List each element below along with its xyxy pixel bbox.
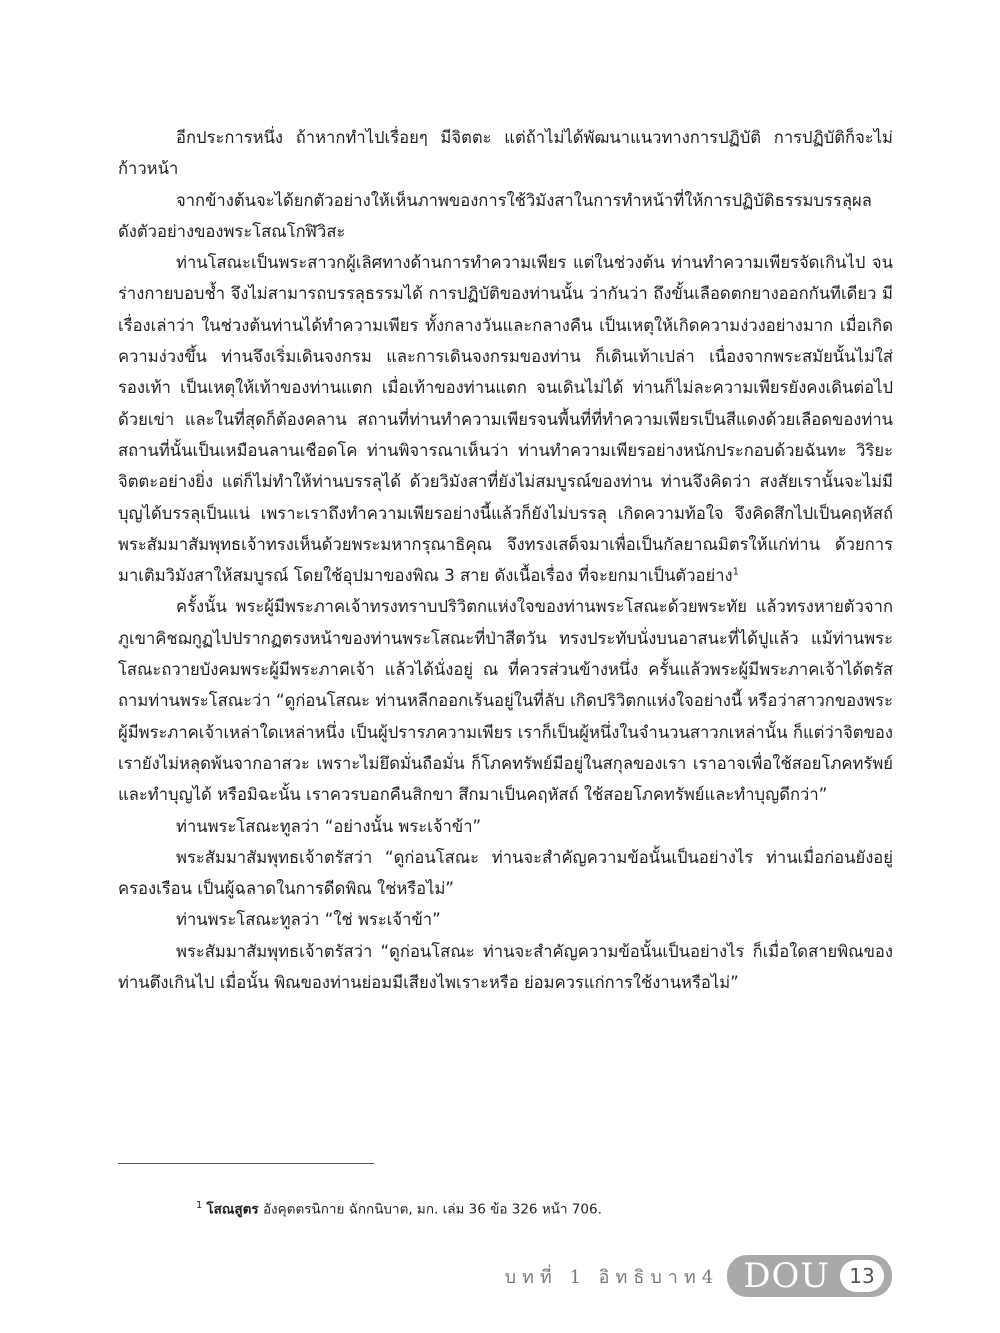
paragraph-1: อีกประการหนึ่ง ถ้าหากทำไปเรื่อยๆ มีจิตตะ แต่ถ้าไม่ได้พัฒนาแนวทางการปฏิบัติ การปฏิบัติก็จะไม่ก้าวหน้า	[118, 128, 893, 179]
paragraph-8: พระสัมมาสัมพุทธเจ้าตรัสว่า “ดูก่อนโสณะ ท่านจะสำคัญความข้อนั้นเป็นอย่างไร ก็เมื่อใดสายพิณของท่านตึงเกินไป เมื่อนั้น พิณของท่านย่อมมีเสียงไพเราะหรือ ย่อมควรแก่การใช้งานหรือไม่”	[118, 941, 893, 993]
dou-logo: DOU	[743, 1256, 830, 1296]
footnote-title: โสณสูตร	[206, 1201, 259, 1218]
paragraph-6: พระสัมมาสัมพุทธเจ้าตรัสว่า “ดูก่อนโสณะ ท่านจะสำคัญความข้อนั้นเป็นอย่างไร ท่านเมื่อก่อนยังอยู่ครองเรือน เป็นผู้ฉลาดในการดีดพิณ ใช่หรือไม่”	[118, 847, 893, 899]
chapter-title: บทที่ 1 อิทธิบาท4	[504, 1266, 720, 1288]
paragraph-3-text: ท่านโสณะเป็นพระสาวกผู้เลิศทางด้านการทำความเพียร แต่ในช่วงต้น ท่านทำความเพียรจัดเกินไป จนร่างกายบอบช้ำ จึงไม่สามารถบรรลุธรรมได้ การปฏิบัติของท่านนั้น ว่ากันว่า ถึงขั้นเลือดตกยางออกกันทีเดียว มีเรื่องเล่าว่า ในช่วงต้นท่านได้ทำความเพียร ทั้งกลางวันและกลางคืน เป็นเหตุให้เกิดความง่วงอย่างมาก เมื่อเกิดความง่วงขึ้น ท่านจึงเริ่มเดินจงกรม และการเดินจงกรมของท่าน ก็เดินเท้าเปล่า เนื่องจากพระสมัยนั้นไม่ใส่รองเท้า เป็นเหตุให้เท้าของท่านแตก เมื่อเท้าของท่านแตก จนเดินไม่ได้ ท่านก็ไม่ละความเพียรยังคงเดินต่อไปด้วยเข่า และในที่สุดก็ต้องคลาน สถานที่ท่านทำความเพียรจนพื้นที่ที่ทำความเพียรเป็นสีแดงด้วยเลือดของท่าน สถานที่นั้นเป็นเหมือนลานเชือดโค ท่านพิจารณาเห็นว่า ท่านทำความเพียรอย่างหนักประกอบด้วยฉันทะ วิริยะ จิตตะอย่างยิ่ง แต่ก็ไม่ทำให้ท่านบรรลุได้ ด้วยวิมังสาที่ยังไม่สมบูรณ์ของท่าน ท่านจึงคิดว่า สงสัยเรานั้นจะไม่มีบุญได้บรรลุเป็นแน่ เพราะเราถึงทำความเพียรอย่างนี้แล้วก็ยังไม่บรรลุ เกิดความท้อใจ จึงคิดสึกไปเป็นคฤหัสถ์ พระสัมมาสัมพุทธเจ้าทรงเห็นด้วยพระมหากรุณาธิคุณ จึงทรงเสด็จมาเพื่อเป็นกัลยาณมิตรให้แก่ท่าน ด้วยการมาเติมวิมังสาให้สมบูรณ์ โดยใช้อุปมาของพิณ 3 สาย ดังเนื้อเรื่อง ที่จะยกมาเป็นตัวอย่าง	[118, 253, 893, 586]
paragraph-2: จากข้างต้นจะได้ยกตัวอย่างให้เห็นภาพของการใช้วิมังสาในการทำหน้าที่ให้การปฏิบัติธรรมบรรลุผล ดังตัวอย่างของพระโสณโกฬิวิสะ	[118, 190, 872, 241]
footnote-number: 1	[196, 1200, 203, 1211]
footnote-reference: 1	[732, 566, 740, 578]
paragraph-5: ท่านพระโสณะทูลว่า “อย่างนั้น พระเจ้าข้า”	[176, 816, 482, 836]
footnote	[196, 1196, 602, 1220]
paragraph-7: ท่านพระโสณะทูลว่า “ใช่ พระเจ้าข้า”	[176, 910, 441, 930]
footnote-divider	[118, 1163, 374, 1164]
paragraph-3	[118, 247, 893, 591]
page-number: 13	[840, 1260, 884, 1292]
dou-badge	[727, 1255, 892, 1297]
footnote-text: อังคุตตรนิกาย ฉักกนิบาต, มก. เล่ม 36 ข้อ 326 หน้า 706.	[262, 1201, 602, 1218]
paragraph-4: ครั้งนั้น พระผู้มีพระภาคเจ้าทรงทราบปริวิตกแห่งใจของท่านพระโสณะด้วยพระทัย แล้วทรงหายตัวจากภูเขาคิชฌกูฏไปปรากฏตรงหน้าของท่านพระโสณะที่ป่าสีตวัน ทรงประทับนั่งบนอาสนะที่ได้ปูแล้ว แม้ท่านพระโสณะถวายบังคมพระผู้มีพระภาคเจ้า แล้วได้นั่งอยู่ ณ ที่ควรส่วนข้างหนึ่ง ครั้นแล้วพระผู้มีพระภาคเจ้าได้ตรัสถามท่านพระโสณะว่า “ดูก่อนโสณะ ท่านหลีกออกเร้นอยู่ในที่ลับ เกิดปริวิตกแห่งใจอย่างนี้ หรือว่าสาวกของพระผู้มีพระภาคเจ้าเหล่าใดเหล่าหนึ่ง เป็นผู้ปรารภความเพียร เราก็เป็นผู้หนึ่งในจำนวนสาวกเหล่านั้น ก็แต่ว่าจิตของเรายังไม่หลุดพ้นจากอาสวะ เพราะไม่ยึดมั่นถือมั่น ก็โภคทรัพย์มีอยู่ในสกุลของเรา เราอาจเพื่อใช้สอยโภคทรัพย์และทำบุญได้ หรือมิฉะนั้น เราควรบอกคืนสิกขา สึกมาเป็นคฤหัสถ์ ใช้สอยโภคทรัพย์และทำบุญดีกว่า”	[118, 597, 893, 805]
page-footer	[505, 1256, 892, 1296]
page-body	[118, 122, 893, 998]
